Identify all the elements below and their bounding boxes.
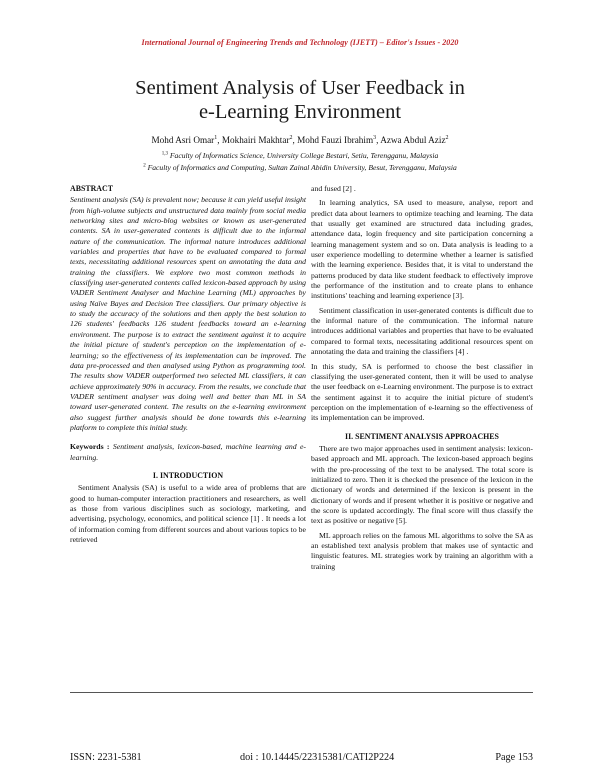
author-name: Mohd Asri Omar bbox=[151, 135, 215, 146]
journal-header: International Journal of Engineering Trends and Technology (IJETT) – Editor's Issues - 2020 bbox=[141, 38, 459, 47]
page-footer bbox=[70, 752, 533, 766]
body-paragraph: Sentiment classification in user-generated contents is difficult due to the informal nature of the communication. The informal nature introduces additional variables and properties that have to be evaluated compared to formal texts, necessitating additional resources spent on annotating the data and training the classifiers [4] . bbox=[311, 305, 533, 357]
section-heading-introduction: I. INTRODUCTION bbox=[152, 470, 224, 480]
author-affiliation-mark: 3 bbox=[373, 135, 377, 141]
affiliation-1 bbox=[0, 151, 600, 160]
footer-page-number: Page 153 bbox=[495, 752, 533, 763]
keywords bbox=[70, 442, 306, 463]
author-separator: , bbox=[376, 135, 381, 146]
right-column bbox=[311, 184, 533, 576]
author-separator: , bbox=[292, 135, 298, 146]
body-paragraph: In this study, SA is performed to choose the best classifier in classifying the user-generated content, then it will be used to analyse the user feedback on e-Learning environment. The purpose is to extract the sentiment against it to acquire the initial picture of student's perception on the implementation of e-learning so the effectiveness of its implementation can be improved. bbox=[311, 361, 533, 423]
left-column bbox=[70, 184, 306, 549]
author-affiliation-mark: 2 bbox=[445, 135, 449, 141]
author-separator: , bbox=[217, 135, 222, 146]
abstract-text: Sentiment analysis (SA) is prevalent now; because it can yield useful insight from high-volume subjects and unstructured data mainly from social media networking sites and micro-blog websites or known as user-generated contents. SA in user-generated contents is difficult due to the informal nature of the communication. The informal nature introduces additional variables and properties that have to be evaluated compared to formal texts, necessitating additional resources spent on annotating the data and training the classifiers. We explore two most common methods in classifying user-generated contents called lexicon-based approach by using VADER Sentiment Analyser and Machine Learning (ML) approaches by using Naïve Bayes and Decision Tree classifiers. Our primary objective is to study the accuracy of the solutions and then apply the best solution to 126 students' feedbacks 126 student feedbacks toward an e-learning environment. The purpose is to extract the sentiment against it to acquire the initial picture of student's perception on the implementation of e-learning; so the effectiveness of its implementation can be improved. The data pre-processed and then analysed using Python as programming tool. The results show VADER outperformed two selected ML classifiers, it can achieve approximately 90% in accuracy. From the results, we conclude that VADER sentiment analyser was doing well and better than ML in SA toward user-generated content. The results on the e-learning environment also suggest further analysis should be done towards this e-learning platform to complete this initial study. bbox=[70, 195, 306, 432]
footer-issn: ISSN: 2231-5381 bbox=[70, 752, 142, 763]
author-name: Mohd Fauzi Ibrahim bbox=[297, 135, 374, 146]
abstract-heading: ABSTRACT bbox=[70, 184, 113, 193]
author-list bbox=[0, 135, 600, 145]
footer-doi[interactable]: doi : 10.14445/22315381/CATI2P224 bbox=[240, 752, 395, 763]
affiliation-text: Faculty of Informatics Science, University College Bestari, Setiu, Terengganu, Malaysia bbox=[169, 151, 439, 160]
affiliation-text: Faculty of Informatics and Computing, Sultan Zainal Abidin University, Besut, Terengganu, Malaysia bbox=[147, 163, 457, 172]
body-paragraph: ML approach relies on the famous ML algorithms to solve the SA as an established text analysis problem that makes use of syntactic and linguistic features. ML strategies work by training an algorithm with a training bbox=[311, 530, 533, 571]
introduction-paragraph: Sentiment Analysis (SA) is useful to a wide area of problems that are good to human-computer interaction practitioners and researchers, as well as those from various disciplines such as sociology, marketing, and advertising, psychology, economics, and political science [1] . It needs a lot of information coming from different sources and about various topics to be retrieved bbox=[70, 483, 306, 544]
author-name: Azwa Abdul Aziz bbox=[380, 135, 446, 146]
continued-paragraph: and fused [2] . bbox=[311, 184, 356, 193]
author-affiliation-mark: 1 bbox=[214, 135, 218, 141]
author-affiliation-mark: 2 bbox=[289, 135, 293, 141]
section-heading-approaches: II. SENTIMENT ANALYSIS APPROACHES bbox=[345, 431, 499, 441]
paper-title bbox=[60, 76, 540, 124]
body-paragraph: There are two major approaches used in sentiment analysis: lexicon-based approach and ML approach. The lexicon-based approach begins with the pre-processing of the text to be analysed. The total score is initialized to zero. Then it is checked the presence of the lexicon in the dictionary of words and determined if the lexicon is present in the dictionary of words and if present whether it is positive or negative and the score is updated accordingly. The final score will thus classify the text as positive or negative [5]. bbox=[311, 443, 533, 526]
keywords-text: Sentiment analysis, lexicon-based, machine learning and e-learning. bbox=[70, 442, 307, 462]
author-name: Mokhairi Makhtar bbox=[221, 135, 290, 146]
affiliation-mark: 1,3 bbox=[161, 151, 168, 157]
title-line-1: Sentiment Analysis of User Feedback in bbox=[135, 77, 465, 99]
keywords-label: Keywords : bbox=[70, 442, 110, 452]
affiliation-2 bbox=[0, 163, 600, 172]
title-line-2: e-Learning Environment bbox=[198, 101, 402, 123]
affiliation-mark: 2 bbox=[143, 163, 146, 169]
body-paragraph: In learning analytics, SA used to measure, analyse, report and predict data about learners to optimize teaching and learning. The data that usually get examined are structured data including grades, attendance data, login frequency and site participation concerning a learning management system and so on. Data analysis is leading to a user experience modelling to determine whether a learner is satisfied with the learning experience. Besides that, it is vital to understand the patterns produced by data like student feedback to effectively improve the performance of the institution and to create plans to enhance institutions' teaching and learning experience [3]. bbox=[311, 198, 533, 301]
footer-divider bbox=[70, 692, 533, 693]
